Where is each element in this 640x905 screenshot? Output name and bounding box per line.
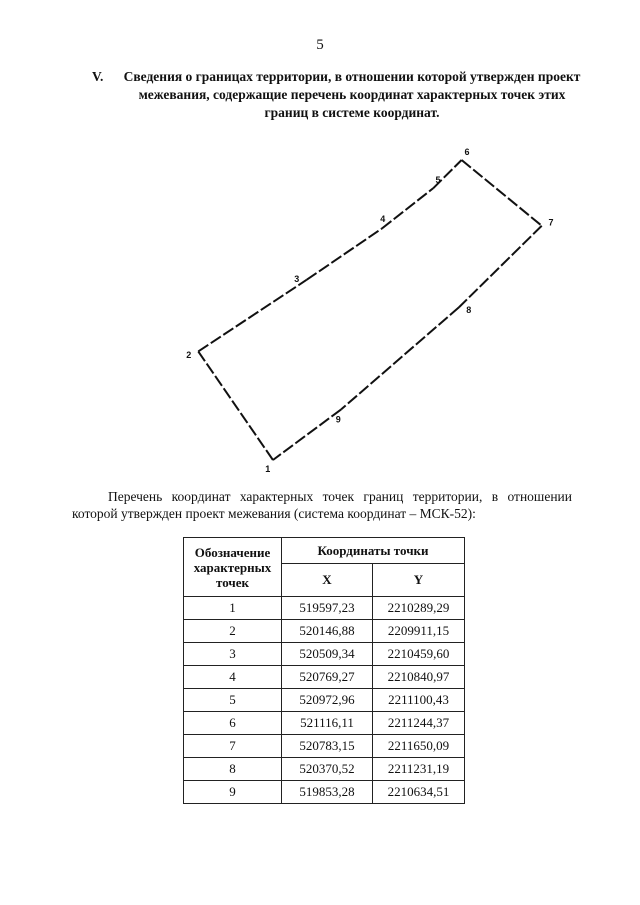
coord-y: 2210634,51 bbox=[373, 781, 465, 804]
point-number: 3 bbox=[184, 643, 282, 666]
table-row bbox=[184, 620, 465, 643]
point-label: 9 bbox=[335, 414, 341, 425]
coord-x: 520370,52 bbox=[282, 758, 373, 781]
coordinates-table bbox=[183, 537, 465, 804]
point-number: 7 bbox=[184, 735, 282, 758]
coord-x: 520783,15 bbox=[282, 735, 373, 758]
point-number: 9 bbox=[184, 781, 282, 804]
boundary-segment bbox=[198, 280, 306, 352]
coord-x: 520972,96 bbox=[282, 689, 373, 712]
table-row bbox=[184, 643, 465, 666]
point-number: 1 bbox=[184, 597, 282, 620]
boundary-segment bbox=[341, 307, 459, 409]
coord-x: 519853,28 bbox=[282, 781, 373, 804]
point-label: 3 bbox=[294, 273, 300, 284]
header-designation: Обозначение характерных точек bbox=[184, 538, 282, 597]
coord-x: 521116,11 bbox=[282, 712, 373, 735]
table-row bbox=[184, 735, 465, 758]
boundary-segment bbox=[462, 160, 542, 226]
point-label: 6 bbox=[464, 147, 470, 158]
boundary-segment bbox=[273, 409, 341, 460]
coord-x: 519597,23 bbox=[282, 597, 373, 620]
coord-x: 520146,88 bbox=[282, 620, 373, 643]
point-label: 2 bbox=[186, 350, 192, 361]
boundary-segment bbox=[459, 226, 542, 308]
boundary-segment bbox=[198, 351, 273, 460]
boundary-segment bbox=[307, 229, 382, 280]
coord-y: 2211244,37 bbox=[373, 712, 465, 735]
page-number: 5 bbox=[316, 37, 324, 53]
point-number: 6 bbox=[184, 712, 282, 735]
coord-y: 2211100,43 bbox=[373, 689, 465, 712]
coord-x: 520509,34 bbox=[282, 643, 373, 666]
table-row bbox=[184, 712, 465, 735]
point-label: 1 bbox=[265, 464, 271, 474]
point-number: 4 bbox=[184, 666, 282, 689]
point-number: 2 bbox=[184, 620, 282, 643]
point-number: 5 bbox=[184, 689, 282, 712]
table-row bbox=[184, 666, 465, 689]
coord-y: 2211650,09 bbox=[373, 735, 465, 758]
coord-y: 2211231,19 bbox=[373, 758, 465, 781]
header-y: Y bbox=[373, 564, 465, 597]
coordinates-intro-text: Перечень координат характерных точек границ территории, в отношении которой утвержден проект межевания (система координат – МСК-52): bbox=[72, 489, 572, 521]
coord-y: 2210289,29 bbox=[373, 597, 465, 620]
table-row bbox=[184, 781, 465, 804]
coord-x: 520769,27 bbox=[282, 666, 373, 689]
section-heading bbox=[92, 68, 582, 122]
header-x: X bbox=[282, 564, 373, 597]
table-row bbox=[184, 689, 465, 712]
coord-y: 2209911,15 bbox=[373, 620, 465, 643]
section-number: V. bbox=[92, 69, 104, 84]
table-row bbox=[184, 597, 465, 620]
coord-y: 2210840,97 bbox=[373, 666, 465, 689]
section-title: Сведения о границах территории, в отношении которой утвержден проект межевания, содержащие перечень координат характерных точек этих границ в системе координат. bbox=[123, 69, 581, 120]
point-number: 8 bbox=[184, 758, 282, 781]
header-coordinates: Координаты точки bbox=[282, 538, 465, 564]
point-label: 8 bbox=[466, 304, 472, 315]
table-row bbox=[184, 758, 465, 781]
coordinates-intro bbox=[72, 488, 572, 522]
coord-y: 2210459,60 bbox=[373, 643, 465, 666]
point-label: 4 bbox=[380, 214, 386, 224]
point-label: 5 bbox=[435, 175, 441, 185]
point-label: 7 bbox=[548, 217, 554, 228]
boundary-segment bbox=[382, 188, 433, 228]
boundary-scheme bbox=[150, 130, 590, 490]
